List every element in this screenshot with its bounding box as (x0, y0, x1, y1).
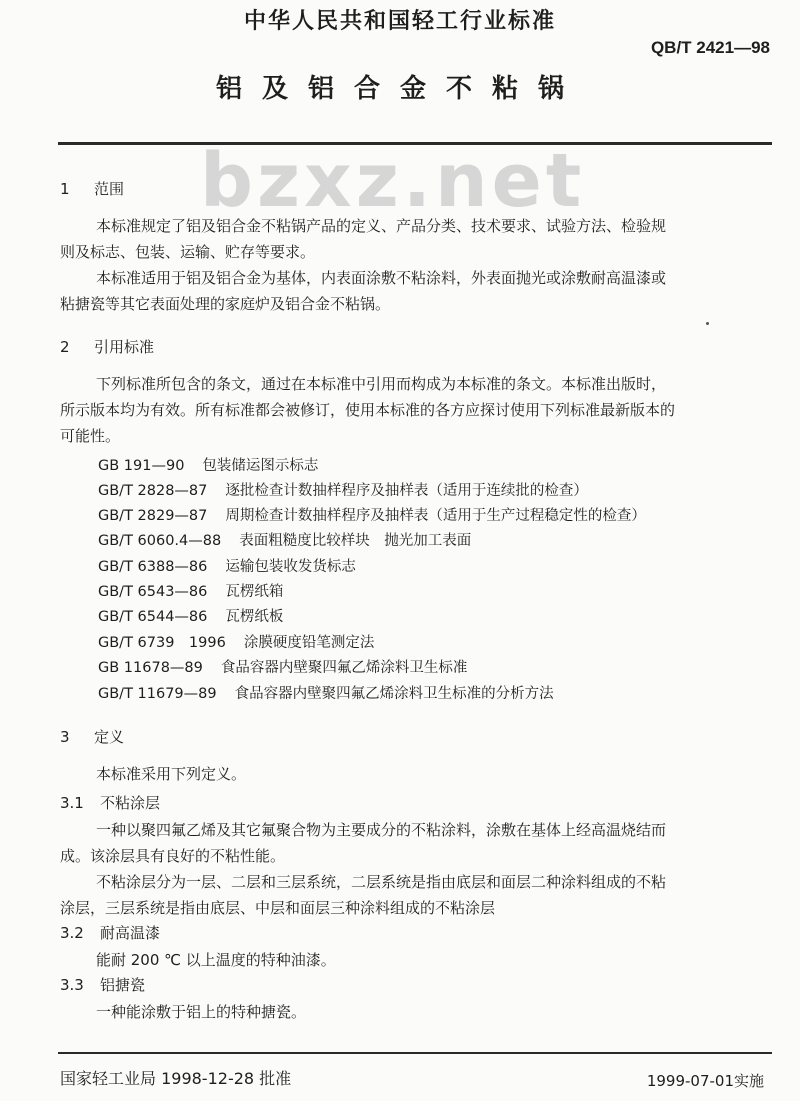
section-number: 2 (60, 338, 70, 356)
section-1-paragraph-1-line-1: 本标准规定了铝及铝合金不粘锅产品的定义、产品分类、技术要求、试验方法、检验规 (96, 217, 667, 235)
reference-code: GB 191—90 (98, 458, 185, 474)
section-2-heading (60, 336, 154, 357)
reference-item (98, 555, 356, 576)
scan-speck (706, 322, 709, 325)
reference-name: 周期检查计数抽样程序及抽样表（适用于生产过程稳定性的检查） (225, 508, 646, 524)
definition-number: 3.1 (60, 794, 84, 812)
approval-info: 国家轻工业局 1998-12-28 批准 (60, 1069, 292, 1088)
reference-item (98, 656, 467, 677)
reference-item (98, 504, 646, 525)
effective-date: 1999-07-01实施 (646, 1072, 764, 1090)
reference-name: 瓦楞纸板 (225, 609, 284, 625)
section-2-paragraph-line-3: 可能性。 (60, 427, 121, 445)
reference-name: 运输包装收发货标志 (225, 559, 356, 575)
definition-3-2-heading (60, 922, 160, 943)
definition-3-1-heading (60, 792, 160, 813)
reference-name: 表面粗糙度比较样块 抛光加工表面 (239, 533, 472, 549)
standard-code: QB/T 2421—98 (650, 38, 770, 57)
reference-name: 涂膜硬度铅笔测定法 (243, 635, 375, 651)
section-1-paragraph-2-line-2: 粘搪瓷等其它表面处理的家庭炉及铝合金不粘锅。 (60, 295, 391, 313)
footer-divider (58, 1052, 772, 1054)
reference-code: GB/T 11679—89 (98, 686, 217, 702)
reference-code: GB/T 6060.4—88 (98, 533, 222, 549)
definition-3-3-paragraph: 一种能涂敷于铝上的特种搪瓷。 (96, 1003, 307, 1021)
definition-3-1-paragraph-2-line-2: 涂层，三层系统是指由底层、中层和面层三种涂料组成的不粘涂层 (60, 899, 496, 917)
reference-code: GB/T 6544—86 (98, 609, 208, 625)
section-3-intro: 本标准采用下列定义。 (96, 765, 247, 783)
reference-item (98, 631, 374, 652)
section-1-paragraph-1-line-2: 则及标志、包装、运输、贮存等要求。 (60, 243, 316, 261)
reference-name: 瓦楞纸箱 (225, 584, 284, 600)
reference-name: 食品容器内壁聚四氟乙烯涂料卫生标准的分析方法 (234, 686, 554, 702)
section-2-paragraph-line-1: 下列标准所包含的条文，通过在本标准中引用而构成为本标准的条文。本标准出版时， (96, 375, 667, 393)
definition-3-1-paragraph-1-line-2: 成。该涂层具有良好的不粘性能。 (60, 847, 286, 865)
reference-item (98, 580, 283, 601)
watermark: bzxz.net (200, 138, 586, 224)
reference-item (98, 682, 554, 703)
section-title: 定义 (94, 728, 125, 746)
section-2-paragraph-line-2: 所示版本均为有效。所有标准都会被修订，使用本标准的各方应探讨使用下列标准最新版本的 (60, 401, 676, 419)
section-title: 范围 (94, 180, 125, 198)
definition-3-1-paragraph-1-line-1: 一种以聚四氟乙烯及其它氟聚合物为主要成分的不粘涂料，涂敷在基体上经高温烧结而 (96, 821, 667, 839)
section-number: 3 (60, 728, 70, 746)
definition-number: 3.3 (60, 976, 84, 994)
reference-name: 逐批检查计数抽样程序及抽样表（适用于连续批的检查） (225, 483, 588, 499)
section-1-heading (60, 178, 124, 199)
definition-3-2-paragraph: 能耐 200 ℃ 以上温度的特种油漆。 (96, 951, 336, 969)
reference-code: GB/T 6543—86 (98, 584, 208, 600)
reference-code: GB/T 6739 1996 (98, 635, 226, 651)
definition-number: 3.2 (60, 924, 84, 942)
definition-3-3-heading (60, 974, 145, 995)
definition-3-1-paragraph-2-line-1: 不粘涂层分为一层、二层和三层系统，二层系统是指由底层和面层二种涂料组成的不粘 (96, 873, 667, 891)
section-number: 1 (60, 180, 70, 198)
reference-name: 包装储运图示标志 (202, 458, 319, 474)
reference-item (98, 605, 283, 626)
section-1-paragraph-2-line-1: 本标准适用于铝及铝合金为基体，内表面涂敷不粘涂料，外表面抛光或涂敷耐高温漆或 (96, 269, 667, 287)
reference-code: GB/T 2829—87 (98, 508, 208, 524)
definition-title: 耐高温漆 (100, 924, 161, 942)
reference-code: GB/T 2828—87 (98, 483, 208, 499)
reference-item (98, 479, 588, 500)
section-title: 引用标准 (94, 338, 155, 356)
reference-code: GB/T 6388—86 (98, 559, 208, 575)
definition-title: 铝搪瓷 (100, 976, 146, 994)
standard-category: 中华人民共和国轻工行业标准 (243, 9, 556, 34)
definition-title: 不粘涂层 (100, 794, 161, 812)
reference-item (98, 529, 471, 550)
reference-item (98, 454, 318, 475)
reference-name: 食品容器内壁聚四氟乙烯涂料卫生标准 (220, 660, 468, 676)
document-title: 铝及铝合金不粘锅 (215, 74, 584, 104)
reference-code: GB 11678—89 (98, 660, 203, 676)
section-3-heading (60, 726, 124, 747)
